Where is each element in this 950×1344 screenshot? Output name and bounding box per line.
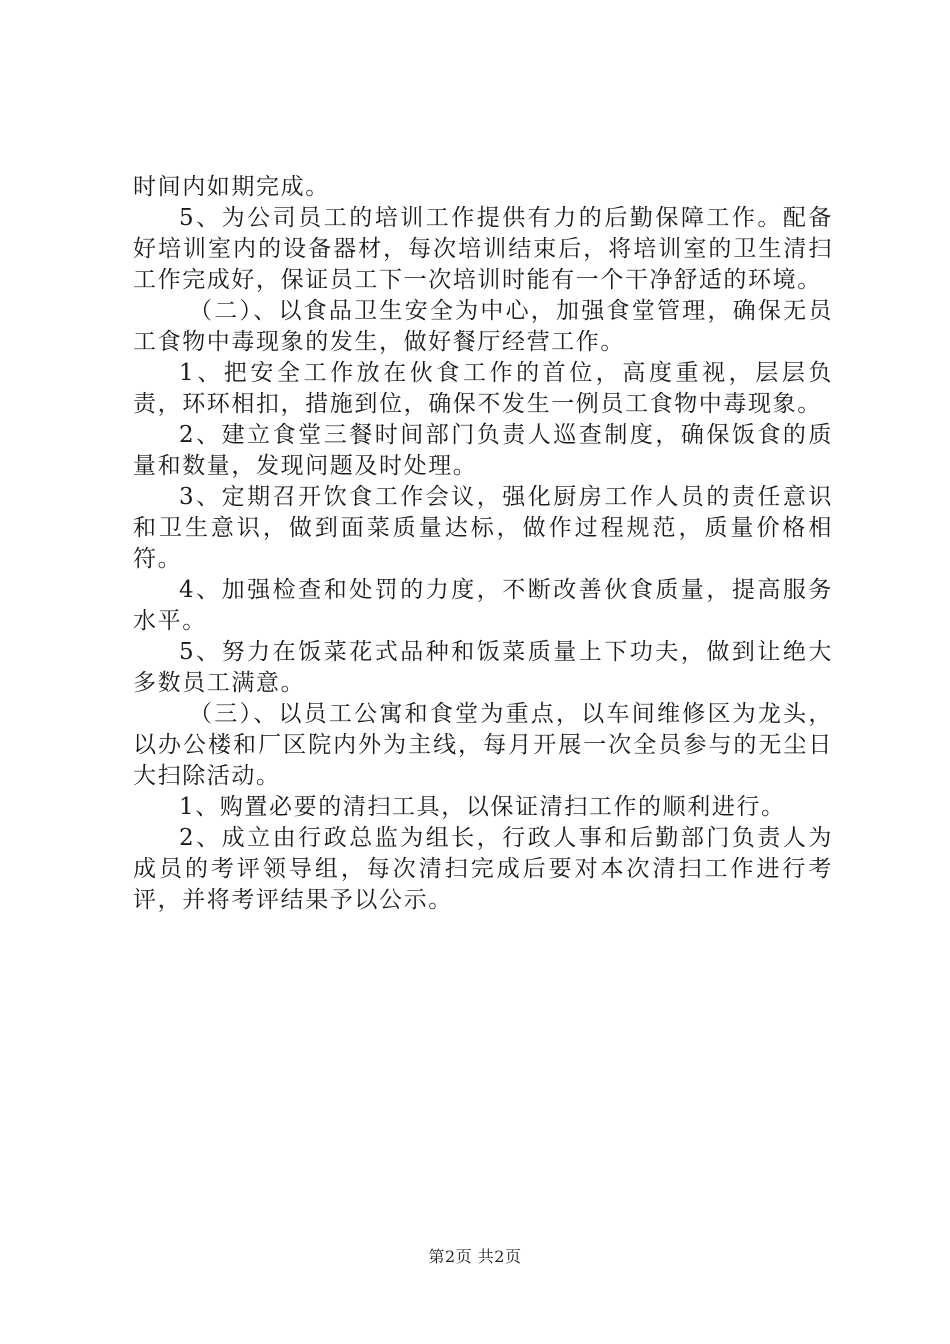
- paragraph: 5、努力在饭菜花式品种和饭菜质量上下功夫，做到让绝大多数员工满意。: [133, 639, 833, 696]
- paragraph: 时间内如期完成。: [133, 174, 330, 200]
- page-number: 第2页 共2页: [428, 1247, 522, 1266]
- section-heading: （三）、以员工公寓和食堂为重点，以车间维修区为龙头，以办公楼和厂区院内外为主线，每月开展一次全员参与的无尘日大扫除活动。: [133, 701, 833, 789]
- paragraph: 5、为公司员工的培训工作提供有力的后勤保障工作。配备好培训室内的设备器材，每次培训结束后，将培训室的卫生清扫工作完成好，保证员工下一次培训时能有一个干净舒适的环境。: [133, 205, 833, 293]
- document-body: [133, 172, 833, 916]
- paragraph: 4、加强检查和处罚的力度，不断改善伙食质量，提高服务水平。: [133, 577, 833, 634]
- paragraph: 1、购置必要的清扫工具，以保证清扫工作的顺利进行。: [179, 794, 786, 820]
- paragraph: 2、建立食堂三餐时间部门负责人巡查制度，确保饭食的质量和数量，发现问题及时处理。: [133, 422, 833, 479]
- paragraph: 3、定期召开饮食工作会议，强化厨房工作人员的责任意识和卫生意识，做到面菜质量达标，做作过程规范，质量价格相符。: [133, 484, 833, 572]
- paragraph: 2、成立由行政总监为组长，行政人事和后勤部门负责人为成员的考评领导组，每次清扫完成后要对本次清扫工作进行考评，并将考评结果予以公示。: [133, 825, 833, 913]
- paragraph: 1、把安全工作放在伙食工作的首位，高度重视，层层负责，环环相扣，措施到位，确保不发生一例员工食物中毒现象。: [133, 360, 833, 417]
- section-heading: （二）、以食品卫生安全为中心，加强食堂管理，确保无员工食物中毒现象的发生，做好餐厅经营工作。: [133, 298, 833, 355]
